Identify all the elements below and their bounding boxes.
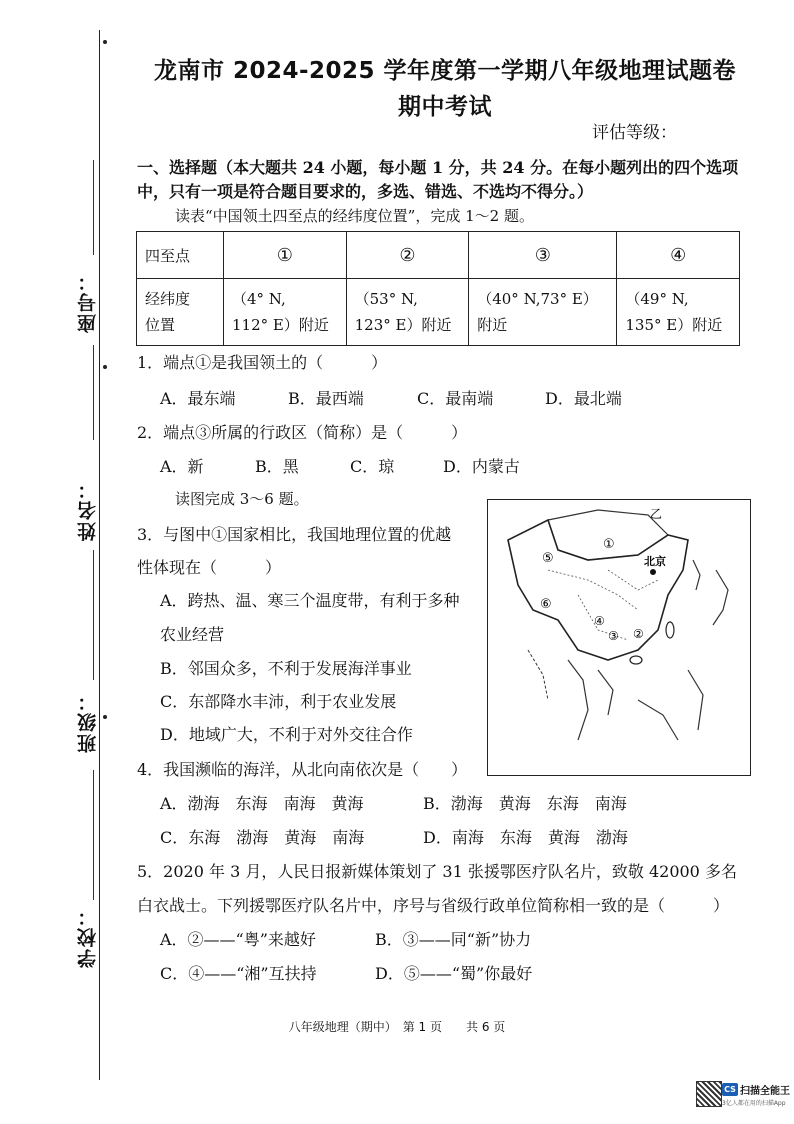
question-3-option-a-cont: 农业经营 — [160, 625, 225, 644]
name-label: 姓名： — [77, 478, 99, 541]
question-3-stem: 3．与图中①国家相比，我国地理位置的优越 — [137, 525, 452, 544]
question-1-option-d[interactable]: D．最北端 — [545, 389, 622, 408]
table-header-cell: 四至点 — [137, 232, 224, 279]
map-label-3: ③ — [608, 629, 619, 643]
seat-blank-line[interactable] — [93, 160, 94, 255]
question-4-option-d[interactable]: D．南海 东海 黄海 渤海 — [423, 828, 628, 847]
seat-blank-line-lower[interactable] — [93, 345, 94, 440]
question-5-option-c[interactable]: C．④——“湘”互扶持 — [160, 964, 317, 983]
beijing-marker — [650, 569, 656, 575]
map-label-6: ⑥ — [540, 597, 552, 612]
question-1-option-a[interactable]: A．最东端 — [160, 389, 236, 408]
question-3-option-a[interactable]: A．跨热、温、寒三个温度带，有利于多种 — [160, 591, 460, 610]
question-4-option-b[interactable]: B．渤海 黄海 东海 南海 — [423, 794, 627, 813]
table-cell — [224, 279, 347, 346]
question-3-option-c[interactable]: C．东部降水丰沛，利于农业发展 — [160, 692, 397, 711]
asia-map — [487, 499, 751, 776]
class-label: 班级： — [77, 690, 99, 753]
camscanner-logo-icon: CS — [722, 1083, 738, 1096]
rating-label: 评估等级： — [592, 123, 677, 143]
cell-line: 135° E）附近 — [625, 316, 723, 334]
question-5-stem: 5．2020 年 3 月，人民日报新媒体策划了 31 张援鄂医疗队名片，致敬 42000 多名 — [137, 862, 737, 881]
cell-line: 附近 — [477, 316, 508, 334]
binding-dot — [103, 40, 107, 44]
table-row-label — [137, 279, 224, 346]
row-label-line: 经纬度 — [145, 290, 191, 308]
section-heading: 一、选择题（本大题共 24 小题，每小题 1 分，共 24 分。在每小题列出的四个选项 — [137, 158, 739, 177]
map-island — [630, 656, 642, 664]
section-heading-cont: 中，只有一项是符合题目要求的，多选、错选、不选均不得分。） — [137, 182, 594, 201]
question-1-stem: 1．端点①是我国领土的（ ） — [137, 353, 388, 372]
table-header-cell: ④ — [617, 232, 740, 279]
name-blank-line[interactable] — [93, 550, 94, 680]
cell-line: （49° N, — [625, 290, 689, 308]
map-island — [666, 622, 674, 638]
question-4-option-c[interactable]: C．东海 渤海 黄海 南海 — [160, 828, 365, 847]
extreme-points-table — [136, 231, 740, 346]
binding-dot — [103, 365, 107, 369]
map-drawing — [488, 500, 750, 775]
map-label-beijing: 北京 — [644, 555, 666, 568]
question-3-option-b[interactable]: B．邻国众多，不利于发展海洋事业 — [160, 659, 412, 678]
question-5-option-a[interactable]: A．②——“粤”来越好 — [160, 930, 316, 949]
map-border — [713, 570, 728, 625]
cell-line: （4° N, — [232, 290, 286, 308]
map-label-yi: 乙 — [650, 507, 663, 521]
map-label-2: ② — [633, 627, 644, 641]
qr-code-icon — [696, 1081, 722, 1107]
cell-line: 123° E）附近 — [354, 316, 452, 334]
question-4-stem: 4．我国濒临的海洋，从北向南依次是（ ） — [137, 760, 468, 779]
table-cell — [346, 279, 469, 346]
question-5-option-d[interactable]: D．⑤——“蜀”你最好 — [375, 964, 533, 983]
row-label-line: 位置 — [145, 316, 176, 334]
table-row — [137, 279, 740, 346]
question-2-stem: 2．端点③所属的行政区（简称）是（ ） — [137, 423, 468, 442]
question-2-option-c[interactable]: C．琼 — [350, 457, 395, 476]
school-label: 学校： — [77, 905, 99, 968]
question-2-option-b[interactable]: B．黑 — [255, 457, 299, 476]
question-3-option-d[interactable]: D．地域广大，不利于对外交往合作 — [160, 725, 413, 744]
question-1-option-b[interactable]: B．最西端 — [288, 389, 364, 408]
table-header-cell: ① — [224, 232, 347, 279]
map-border — [528, 650, 548, 700]
table-cell — [469, 279, 617, 346]
scanner-app-name: 扫描全能王 — [740, 1086, 790, 1097]
cell-line: （40° N,73° E） — [477, 290, 598, 308]
map-border — [568, 660, 703, 740]
class-blank-line[interactable] — [93, 770, 94, 900]
question-5-stem-cont: 白衣战士。下列援鄂医疗队名片中，序号与省级行政单位简称相一致的是（ ） — [137, 896, 730, 915]
map-intro: 读图完成 3～6 题。 — [175, 490, 309, 508]
scanner-tagline: 3亿人都在用的扫描App — [722, 1100, 786, 1107]
map-label-5: ⑤ — [542, 551, 554, 566]
map-border — [508, 520, 688, 660]
seat-label: 座号： — [77, 270, 99, 333]
binding-dot — [103, 715, 107, 719]
question-3-stem-cont: 性体现在（ ） — [137, 558, 282, 577]
table-cell — [617, 279, 740, 346]
question-5-option-b[interactable]: B．③——同“新”协力 — [375, 930, 532, 949]
page-footer: 八年级地理（期中） 第 1 页 共 6 页 — [288, 1020, 506, 1034]
cell-line: （53° N, — [354, 290, 418, 308]
table-intro: 读表“中国领土四至点的经纬度位置”，完成 1～2 题。 — [175, 207, 534, 225]
question-2-option-a[interactable]: A．新 — [160, 457, 204, 476]
cell-line: 112° E）附近 — [232, 316, 329, 334]
page-subtitle: 期中考试 — [398, 94, 492, 120]
question-2-option-d[interactable]: D．内蒙古 — [443, 457, 520, 476]
map-label-4: ④ — [594, 614, 605, 628]
question-4-option-a[interactable]: A．渤海 东海 南海 黄海 — [160, 794, 364, 813]
page-title: 龙南市 2024-2025 学年度第一学期八年级地理试题卷 — [153, 58, 737, 84]
table-header-row — [137, 232, 740, 279]
table-header-cell: ③ — [469, 232, 617, 279]
map-label-1: ① — [603, 537, 615, 552]
map-border — [693, 560, 700, 590]
question-1-option-c[interactable]: C．最南端 — [417, 389, 494, 408]
table-header-cell: ② — [346, 232, 469, 279]
